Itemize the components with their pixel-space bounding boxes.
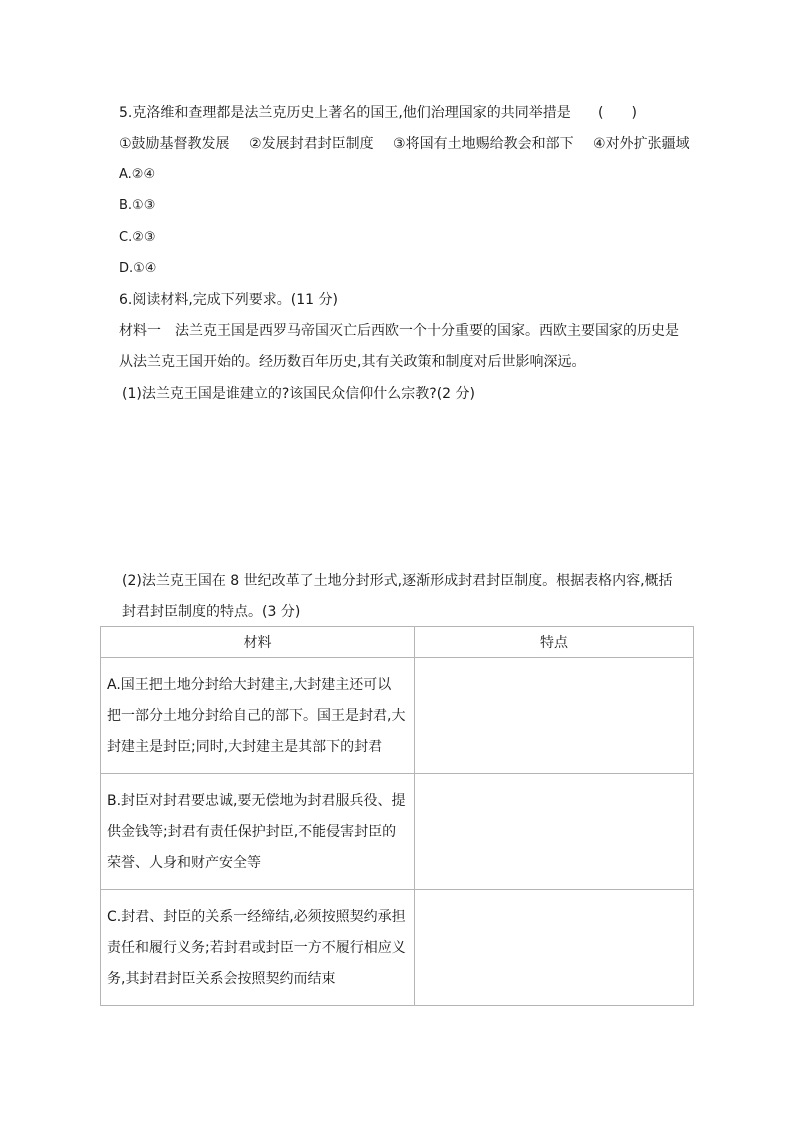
item-3: ③将国有土地赐给教会和部下 xyxy=(393,136,574,152)
cell-line: 责任和履行义务;若封君或封臣一方不履行相应义 xyxy=(107,940,406,956)
cell-line: C.封君、封臣的关系一经缔结,必须按照契约承担 xyxy=(107,909,406,925)
material-cell xyxy=(101,658,415,774)
cell-line: 务,其封君封臣关系会按照契约而结束 xyxy=(107,971,336,987)
question-6-title: 6.阅读材料,完成下列要求。(11 分) xyxy=(119,292,338,308)
table-row xyxy=(101,658,694,774)
question-5-stem: 5.克洛维和查理都是法兰克历史上著名的国王,他们治理国家的共同举措是 xyxy=(119,105,571,121)
cell-line: 荣誉、人身和财产安全等 xyxy=(107,855,261,871)
header-material: 材料 xyxy=(101,627,415,658)
material-cell xyxy=(101,774,415,890)
cell-line: 封建主是封臣;同时,大封建主是其部下的封君 xyxy=(107,739,383,755)
option-d: D.①④ xyxy=(119,261,157,276)
feature-answer-cell[interactable] xyxy=(415,658,694,774)
material-1-line-2: 从法兰克王国开始的。经历数百年历史,其有关政策和制度对后世影响深远。 xyxy=(119,354,586,370)
table-row xyxy=(101,774,694,890)
feature-answer-cell[interactable] xyxy=(415,890,694,1006)
sub-question-1: (1)法兰克王国是谁建立的?该国民众信仰什么宗教?(2 分) xyxy=(122,386,475,402)
option-b: B.①③ xyxy=(119,198,156,213)
sub-question-2-line-1: (2)法兰克王国在 8 世纪改革了土地分封形式,逐渐形成封君封臣制度。根据表格内容,概括 xyxy=(122,573,673,589)
material-1-line-1: 材料一 法兰克王国是西罗马帝国灭亡后西欧一个十分重要的国家。西欧主要国家的历史是 xyxy=(119,323,679,339)
item-4: ④对外扩张疆域 xyxy=(593,136,690,152)
table-header-row xyxy=(101,627,694,658)
feudal-system-table xyxy=(100,626,694,1006)
item-2: ②发展封君封臣制度 xyxy=(249,136,374,152)
material-cell xyxy=(101,890,415,1006)
cell-line: A.国王把土地分封给大封建主,大封建主还可以 xyxy=(107,677,392,693)
header-feature: 特点 xyxy=(415,627,694,658)
question-5-items xyxy=(119,134,705,154)
feature-answer-cell[interactable] xyxy=(415,774,694,890)
cell-line: B.封臣对封君要忠诚,要无偿地为封君服兵役、提 xyxy=(107,793,406,809)
cell-line: 把一部分土地分封给自己的部下。国王是封君,大 xyxy=(107,708,406,724)
table-row xyxy=(101,890,694,1006)
option-c: C.②③ xyxy=(119,230,156,245)
answer-paren: ( ) xyxy=(598,105,637,121)
option-a: A.②④ xyxy=(119,167,156,182)
item-1: ①鼓励基督教发展 xyxy=(119,136,230,152)
cell-line: 供金钱等;封君有责任保护封臣,不能侵害封臣的 xyxy=(107,824,397,840)
sub-question-2-line-2: 封君封臣制度的特点。(3 分) xyxy=(122,604,301,620)
